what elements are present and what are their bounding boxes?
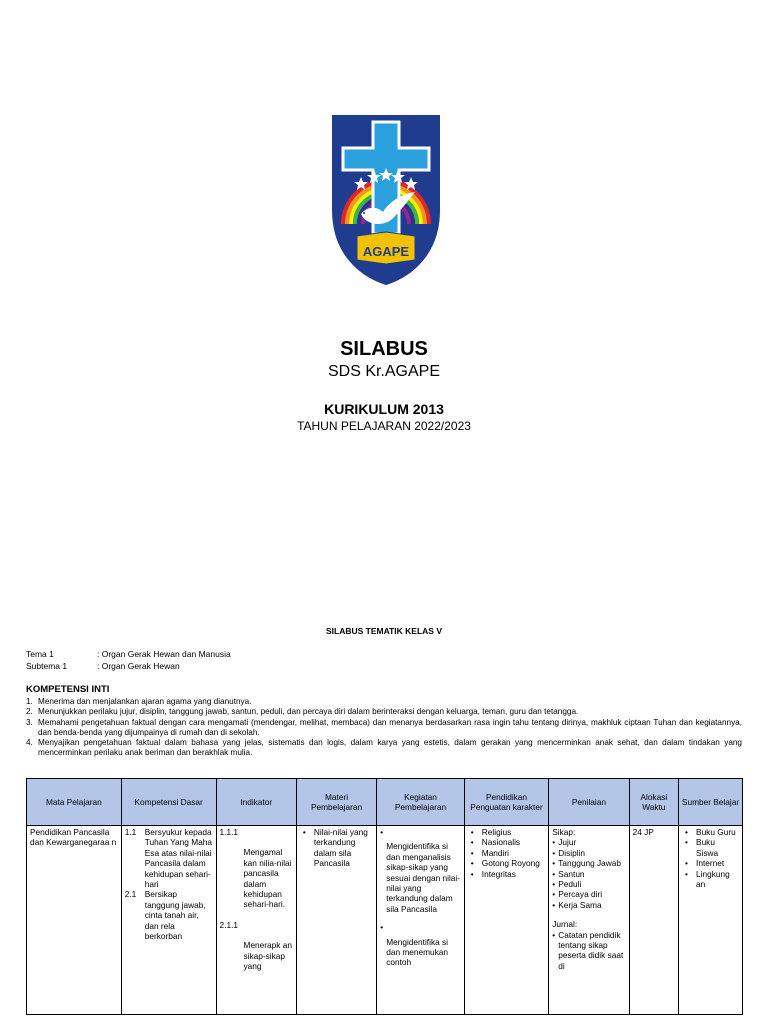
karakter-item: • Gotong Royong (468, 858, 545, 868)
sikap-item: • Tanggung Jawab (552, 858, 625, 868)
ki-item (26, 697, 742, 707)
book-icon (357, 232, 415, 264)
section-title: SILABUS TEMATIK KELAS V (325, 626, 442, 636)
sikap-item: • Peduli (552, 879, 625, 889)
header-karakter: Pendidikan Penguatan karakter (464, 779, 548, 826)
ki-number: 4. (26, 738, 33, 748)
sikap-item: • Santun (552, 869, 625, 879)
kd-item (125, 827, 213, 889)
meta-row-tema (26, 648, 231, 660)
meta-value: : Organ Gerak Hewan (97, 661, 180, 671)
cell-mapel: Pendidikan Pancasila dan Kewarganegaraa n (27, 826, 122, 1015)
kd-text: Bersyukur kepada Tuhan Yang Maha Esa atas nilai-nilai Pancasila dalam kehidupan sehari-hari (144, 827, 212, 890)
school-name: SDS Kr.AGAPE (327, 363, 441, 380)
ki-item (26, 738, 742, 759)
sumber-item: • Buku Guru (682, 827, 739, 837)
indikator-text: Menerapk an sikap-sikap yang (243, 940, 292, 972)
kegiatan-text: Mengidentifika si dan menemukan contoh (386, 936, 449, 968)
jurnal-label: Jurnal: (552, 919, 578, 930)
cell-kegiatan (377, 826, 465, 1015)
cell-sumber (679, 826, 743, 1015)
sumber-item: • Lingkung an (682, 869, 739, 890)
materi-item: • Nilai-nilai yang terkandung dalam sila Pancasila (300, 827, 373, 869)
cell-indikator (216, 826, 296, 1015)
ki-item (26, 718, 742, 739)
ki-number: 3. (26, 717, 33, 727)
syllabus-table (26, 778, 743, 1015)
cell-materi (296, 826, 376, 1015)
sikap-item: • Kerja Sama (552, 900, 625, 910)
ki-text: Menerima dan menjalankan ajaran agama yang dianutnya. (38, 697, 252, 706)
sikap-item: • Jujur (552, 837, 625, 847)
kegiatan-bullet: • (380, 827, 384, 837)
ki-number: 2. (26, 707, 33, 717)
header-indikator: Indikator (216, 779, 296, 826)
cell-alokasi: 24 JP (629, 826, 678, 1015)
cell-karakter (464, 826, 548, 1015)
table-header-row (27, 779, 743, 826)
ki-number: 1. (26, 697, 33, 706)
cell-kd (121, 826, 216, 1015)
ki-list (26, 697, 742, 759)
header-penilaian: Penilaian (549, 779, 629, 826)
indikator-number: 2.1.1 (219, 919, 238, 930)
ki-text: Menunjukkan perilaku jujur, disiplin, tanggung jawab, santun, peduli, dan percaya diri dalam berinteraksi dengan keluarga, teman, guru dan tetangga. (38, 707, 579, 717)
header-materi: Materi Pembelajaran (296, 779, 376, 826)
karakter-item: • Integritas (468, 869, 545, 879)
meta-key: Subtema 1 (26, 661, 68, 671)
ki-text: Menyajikan pengetahuan faktual dalam bahasa yang jelas, sistematis dan logis, dalam karya yang estetis, dalam gerakan yang mencerminkan anak sehat, dan dalam tindakan yang mencerminkan perilaku anak beriman dan berakhlak mulia. (38, 738, 742, 758)
sumber-item: • Internet (682, 858, 739, 868)
header-sumber: Sumber Belajar (679, 779, 743, 826)
jurnal-item: • Catatan pendidik tentang sikap peserta didik saat di (552, 930, 625, 972)
kd-number: 1.1 (124, 827, 137, 837)
header-kompetensi-dasar: Kompetensi Dasar (121, 779, 216, 826)
sumber-item: • Buku Siswa (682, 837, 739, 858)
academic-year: TAHUN PELAJARAN 2022/2023 (297, 419, 471, 433)
ki-item (26, 707, 742, 717)
ki-text: Memahami pengetahuan faktual dengan cara mengamati (mendengar, melihat, membaca) dan menanya berdasarkan rasa ingin tahu tentang dirinya, makhluk ciptaan Tuhan dan kegiatannya, dan benda-benda yang dijumpainya di rumah dan di sekolah. (38, 717, 742, 737)
kd-text: Bersikap tanggung jawab, cinta tanah air, dan rela berkorban (144, 889, 206, 942)
table-row (27, 826, 743, 1015)
kegiatan-text: Mengidentifika si dan menganalisis sikap-sikap yang sesuai dengan nilai-nilai yang terkandung dalam sila Pancasila (386, 841, 461, 914)
document-title: SILABUS (340, 338, 428, 360)
meta-row-subtema (26, 660, 180, 672)
svg-text:AGAPE: AGAPE (362, 244, 410, 259)
header-alokasi: Alokasi Waktu (629, 779, 678, 826)
karakter-item: • Religius (468, 827, 545, 837)
indikator-number: 1.1.1 (219, 827, 238, 837)
sikap-item: • Percaya diri (552, 889, 625, 899)
header-mata-pelajaran: Mata Pelajaran (27, 779, 122, 826)
sikap-item: • Disiplin (552, 848, 625, 858)
kegiatan-bullet: • (380, 922, 384, 933)
meta-value: : Organ Gerak Hewan dan Manusia (97, 649, 231, 659)
school-logo (331, 114, 441, 286)
karakter-item: • Nasionalis (468, 837, 545, 847)
cell-penilaian (549, 826, 629, 1015)
ki-heading: KOMPETENSI INTI (26, 684, 110, 695)
kd-number: 2.1 (124, 889, 137, 900)
karakter-item: • Mandiri (468, 848, 545, 858)
header-kegiatan: Kegiatan Pembelajaran (377, 779, 465, 826)
kd-item (125, 889, 213, 941)
indikator-text: Mengamal kan nilia-nilai pancasila dalam kehidupan sehari-hari. (243, 847, 292, 910)
sikap-label: Sikap: (552, 827, 576, 837)
meta-key: Tema 1 (26, 649, 54, 659)
curriculum-title: KURIKULUM 2013 (324, 401, 444, 417)
